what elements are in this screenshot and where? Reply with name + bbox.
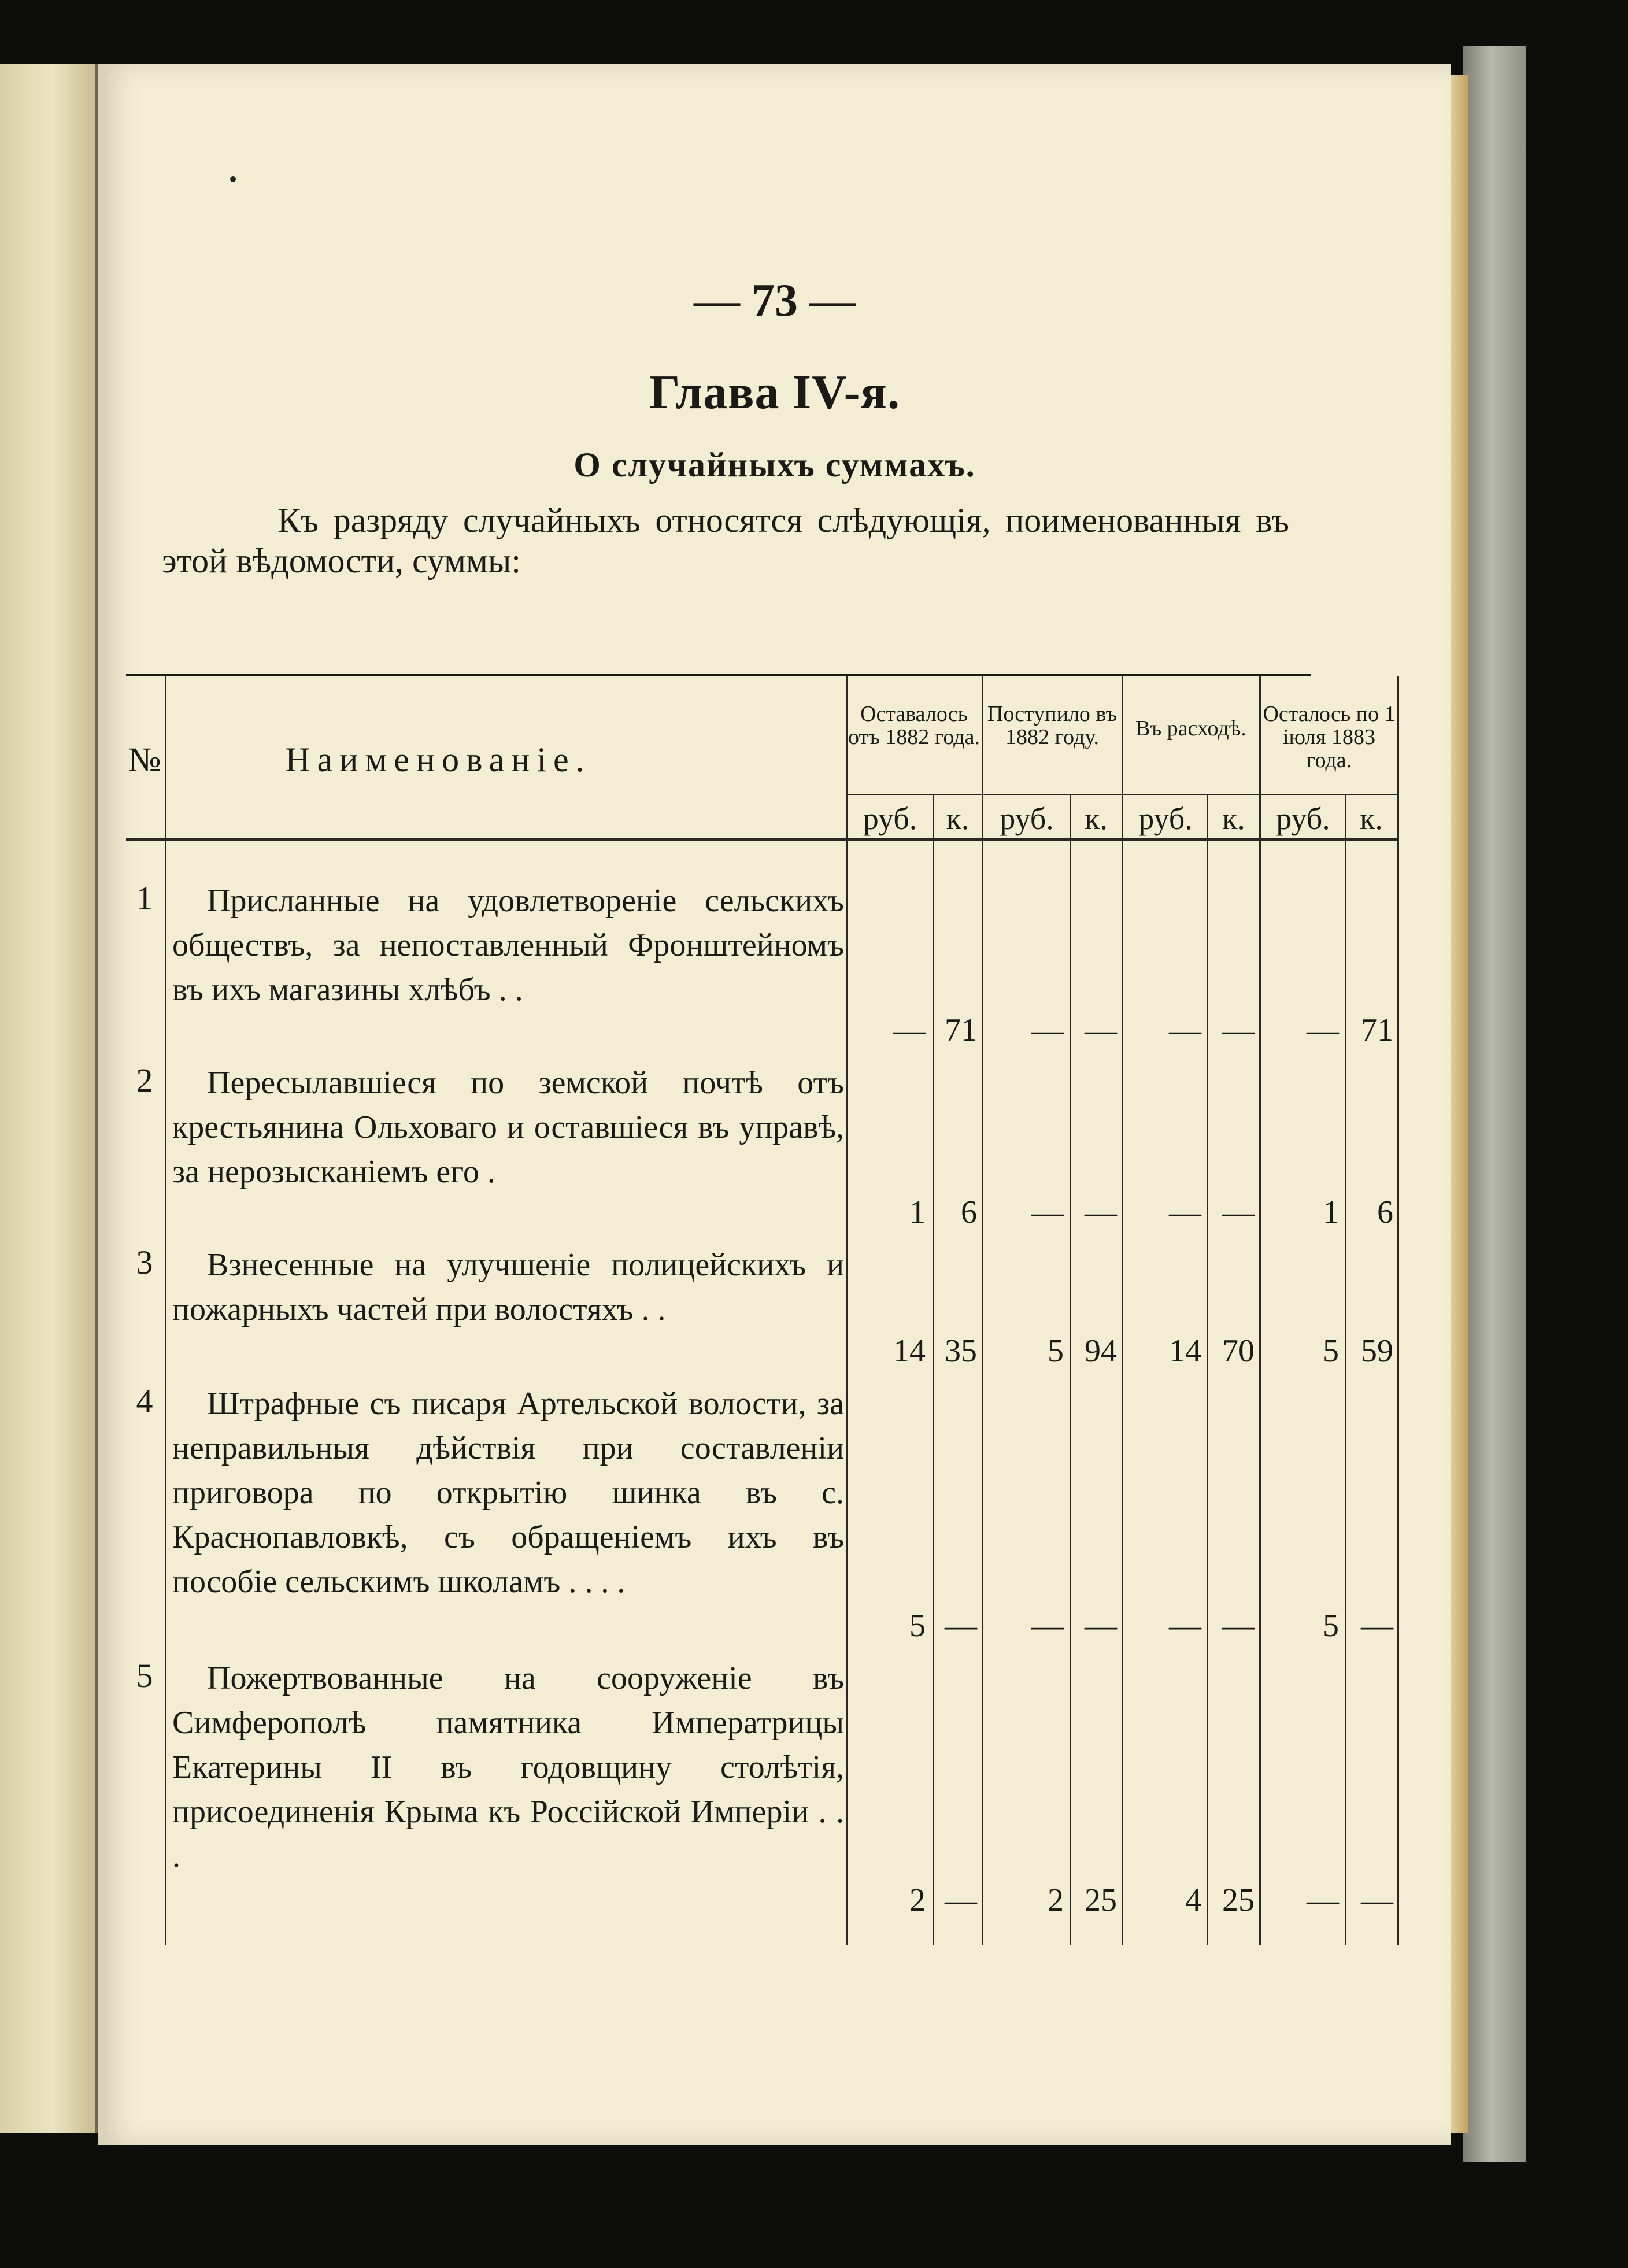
header-rub: руб. bbox=[1276, 801, 1330, 836]
page-number: — 73 — bbox=[694, 275, 856, 326]
value-cell: — bbox=[1361, 1608, 1393, 1644]
table-divider bbox=[1122, 676, 1123, 1945]
row-description bbox=[172, 1243, 844, 1332]
value-cell: 5 bbox=[1048, 1333, 1064, 1369]
value-cell: — bbox=[1307, 1882, 1339, 1918]
value-cell: — bbox=[1222, 1608, 1255, 1644]
ink-dot bbox=[230, 176, 236, 182]
value-cell: 14 bbox=[1169, 1333, 1201, 1369]
row-description-text: Присланные на удовлетвореніе сельскихъ обществъ, за непоставленный Фронштейномъ въ ихъ магазины хлѣбъ . . bbox=[172, 883, 844, 1008]
header-bottom-line bbox=[126, 838, 1398, 841]
row-description bbox=[172, 1382, 844, 1604]
table-divider bbox=[982, 676, 983, 1945]
value-cell: 94 bbox=[1085, 1333, 1117, 1369]
table-divider bbox=[933, 795, 934, 1945]
value-cell: — bbox=[1031, 1608, 1064, 1644]
value-cell: — bbox=[1307, 1012, 1339, 1048]
value-cell: — bbox=[1222, 1194, 1255, 1230]
row-number: 4 bbox=[136, 1382, 153, 1420]
intro-paragraph: Къ разряду случайныхъ относятся слѣдующія, поименованныя въ этой вѣдомости, суммы: bbox=[162, 501, 1289, 580]
value-cell: 6 bbox=[961, 1194, 977, 1230]
row-description bbox=[172, 1061, 844, 1194]
table-divider bbox=[1070, 795, 1071, 1945]
value-cell: — bbox=[1222, 1012, 1255, 1048]
value-cell: — bbox=[1169, 1608, 1201, 1644]
value-cell: 25 bbox=[1085, 1882, 1117, 1918]
header-subline bbox=[846, 794, 1398, 795]
value-cell: 35 bbox=[945, 1333, 977, 1369]
value-cell: — bbox=[1085, 1012, 1117, 1048]
value-cell: 4 bbox=[1185, 1882, 1201, 1918]
value-cell: 5 bbox=[909, 1608, 926, 1644]
value-cell: 71 bbox=[1361, 1012, 1393, 1048]
value-cell: 5 bbox=[1323, 1608, 1339, 1644]
value-cell: — bbox=[1085, 1194, 1117, 1230]
value-cell: — bbox=[1169, 1012, 1201, 1048]
value-cell: 70 bbox=[1222, 1333, 1255, 1369]
header-kop: к. bbox=[1085, 801, 1108, 836]
book-page bbox=[98, 64, 1451, 2145]
value-cell: 5 bbox=[1323, 1333, 1339, 1369]
book-cover-edge bbox=[1463, 46, 1526, 2162]
row-number: 2 bbox=[136, 1061, 153, 1099]
value-cell: 59 bbox=[1361, 1333, 1393, 1369]
value-cell: — bbox=[945, 1608, 977, 1644]
left-page-edge bbox=[0, 64, 99, 2133]
value-cell: 2 bbox=[909, 1882, 926, 1918]
header-expense: Въ расходѣ. bbox=[1135, 716, 1246, 741]
value-cell: 14 bbox=[893, 1333, 926, 1369]
row-description-text: Пожертвованные на сооруженіе въ Симферополѣ памятника Императрицы Екатерины II въ годовщину столѣтія, присоединенія Крыма къ Россійской Имперіи . . . bbox=[172, 1660, 844, 1874]
chapter-title: Глава IV-я. bbox=[649, 365, 900, 419]
value-cell: — bbox=[1085, 1608, 1117, 1644]
table-divider bbox=[846, 676, 848, 1945]
header-kop: к. bbox=[1222, 801, 1245, 836]
header-number: № bbox=[128, 741, 161, 779]
value-cell: — bbox=[1031, 1194, 1064, 1230]
value-cell: 2 bbox=[1048, 1882, 1064, 1918]
value-cell: 1 bbox=[1323, 1194, 1339, 1230]
row-number: 1 bbox=[136, 879, 153, 917]
table-divider bbox=[165, 676, 166, 1945]
header-kop: к. bbox=[1360, 801, 1383, 836]
row-number: 3 bbox=[136, 1244, 153, 1281]
header-rub: руб. bbox=[1138, 801, 1193, 836]
table-divider bbox=[1207, 795, 1208, 1945]
header-name: Наименованіе. bbox=[285, 741, 591, 779]
row-description-text: Штрафные съ писаря Артельской волости, за неправильныя дѣйствія при составленіи приговора по открытію шинка въ с. Краснопавловкѣ, съ обращеніемъ ихъ въ пособіе сельскимъ школамъ . . . . bbox=[172, 1386, 844, 1600]
value-cell: — bbox=[1031, 1012, 1064, 1048]
row-number: 5 bbox=[136, 1657, 153, 1694]
header-received-1882: Поступило въ 1882 году. bbox=[987, 702, 1118, 749]
header-remaining-1882: Оставалось отъ 1882 года. bbox=[848, 702, 980, 749]
header-remaining-1883: Осталось по 1 іюля 1883 года. bbox=[1263, 702, 1396, 772]
table-divider bbox=[1345, 795, 1346, 1945]
row-description-text: Взнесенные на улучшеніе полицейскихъ и пожарныхъ частей при волостяхъ . . bbox=[172, 1247, 844, 1327]
value-cell: 6 bbox=[1377, 1194, 1393, 1230]
section-title: О случайныхъ суммахъ. bbox=[574, 446, 976, 484]
row-description bbox=[172, 1656, 844, 1879]
table-divider bbox=[1259, 676, 1261, 1945]
accounts-table bbox=[126, 674, 1396, 1945]
value-cell: — bbox=[1169, 1194, 1201, 1230]
value-cell: 71 bbox=[945, 1012, 977, 1048]
value-cell: — bbox=[1361, 1882, 1393, 1918]
value-cell: — bbox=[945, 1882, 977, 1918]
header-rub: руб. bbox=[863, 801, 917, 836]
header-rub: руб. bbox=[1000, 801, 1054, 836]
table-divider bbox=[1397, 676, 1399, 1945]
row-description bbox=[172, 879, 844, 1012]
row-description-text: Пересылавшіеся по земской почтѣ отъ крестьянина Ольховаго и оставшіеся въ управѣ, за нерозысканіемъ его . bbox=[172, 1065, 844, 1190]
value-cell: 1 bbox=[909, 1194, 926, 1230]
value-cell: 25 bbox=[1222, 1882, 1255, 1918]
header-kop: к. bbox=[946, 801, 970, 836]
value-cell: — bbox=[893, 1012, 926, 1048]
